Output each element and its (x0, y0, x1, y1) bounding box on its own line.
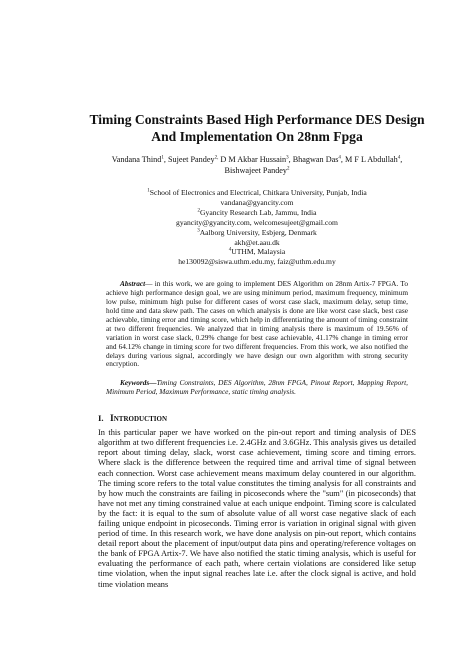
affiliation-email: akh@et.aau.dk (234, 237, 280, 247)
section-title: Introduction (110, 413, 168, 425)
title-line-1: Timing Constraints Based High Performance DES Design (89, 112, 425, 127)
affiliation-list (98, 188, 416, 267)
affiliation-line: $^3$Aalborg University, Esbjerg, Denmark (197, 227, 317, 237)
author: Sujeet Pandey$^{2,}$ (167, 155, 219, 164)
affiliation-email: he130092@siswa.uthm.edu.my, faiz@uthm.edu.my (178, 257, 336, 267)
keywords (106, 379, 408, 397)
title-line-2: And Implementation On 28nm Fpga (151, 128, 363, 144)
abstract (106, 280, 408, 369)
affiliation-line: $^1$School of Electronics and Electrical, Chitkara University, Punjab, India (147, 188, 367, 197)
affiliation-email: vandana@gyancity.com (220, 197, 294, 207)
introduction-paragraph: In this particular paper we have worked on the pin-out report and timing analysis of DES algorithm at two different frequencies i.e. 2.4GHz and 3.6GHz. This analysis gives us detailed report about timing delay, slack, worst case achievement, timing score and timing errors. Where slack is the difference between the required time and arrival time of signal between each connection. Worst case achievement means maximum delay countered in our algorithm. The timing score refers to the total value constitutes the timing analysis for all constraints and by how much the constraints are failing in picoseconds where the "sum" (in picoseconds) that have not met any timing constrained value at each unique endpoint. Timing score is calculated by the fact: it is equal to the sum of absolute value of all worst case negative slack of each failing unique endpoint in picoseconds. Timing error is variation in original signal with given period of time. In this research work, we have done analysis on pin-out report, which contains detail report about the placement of input/output data pins and operating/reference voltages on the bank of FPGA Artix-7. We have also notified the static timing analysis, which is useful for evaluating the performance of each path, where certain violations are considered like setup time violation, when the input signal reaches late i.e. after the clock signal is active, and hold time violation means (98, 428, 416, 589)
author: D M Akbar Hussain$^3$, (220, 155, 293, 164)
affiliation-email: gyancity@gyancity.com, welcomesujeet@gmail.com (176, 217, 338, 227)
author-list (98, 155, 416, 176)
section-heading-introduction (98, 413, 416, 424)
section-number: I. (98, 413, 104, 424)
author: Vandana Thind$^1$, (111, 155, 168, 164)
affiliation-line: $^4$UTHM, Malaysia (228, 247, 286, 257)
paper-title (84, 112, 430, 145)
keywords-text: Timing Constraints, DES Algorithm, 28nm FPGA, Pinout Report, Mapping Report, Minimum Period, Maximum Performance, static timing analysis. (106, 378, 408, 397)
author: M F L Abdullah$^4$, (345, 155, 403, 164)
abstract-label: Abstract (120, 279, 146, 289)
affiliation-line: $^2$Gyancity Research Lab, Jammu, India (197, 207, 317, 217)
author: Bhagwan Das$^4$, (292, 155, 346, 164)
author: Bishwajeet Pandey$^2$ (224, 165, 290, 175)
keywords-label: Keywords— (120, 378, 157, 388)
abstract-text: — in this work, we are going to implement DES Algorithm on 28nm Artix-7 FPGA. To achieve high performance design goal, we are using minimum period, maximum frequency, minimum low pulse, minimum high pulse for different cases of worst case slack, maximum delay, setup time, hold time and data skew path. The cases on which analysis is done are like worst case slack, best case achievable, timing error and timing score, which help in differentiating the amount of timing constraint at two different frequencies. We analyzed that in timing analysis there is maximum of 19.56% of variation in worst case slack, 0.29% change for best case achievable, 41.17% change in timing error and 64.12% change in timing score for two different frequencies. From this work, we also notified the delays during various signal, accordingly we have design our own algorithm with strong security encryption. (106, 279, 408, 369)
